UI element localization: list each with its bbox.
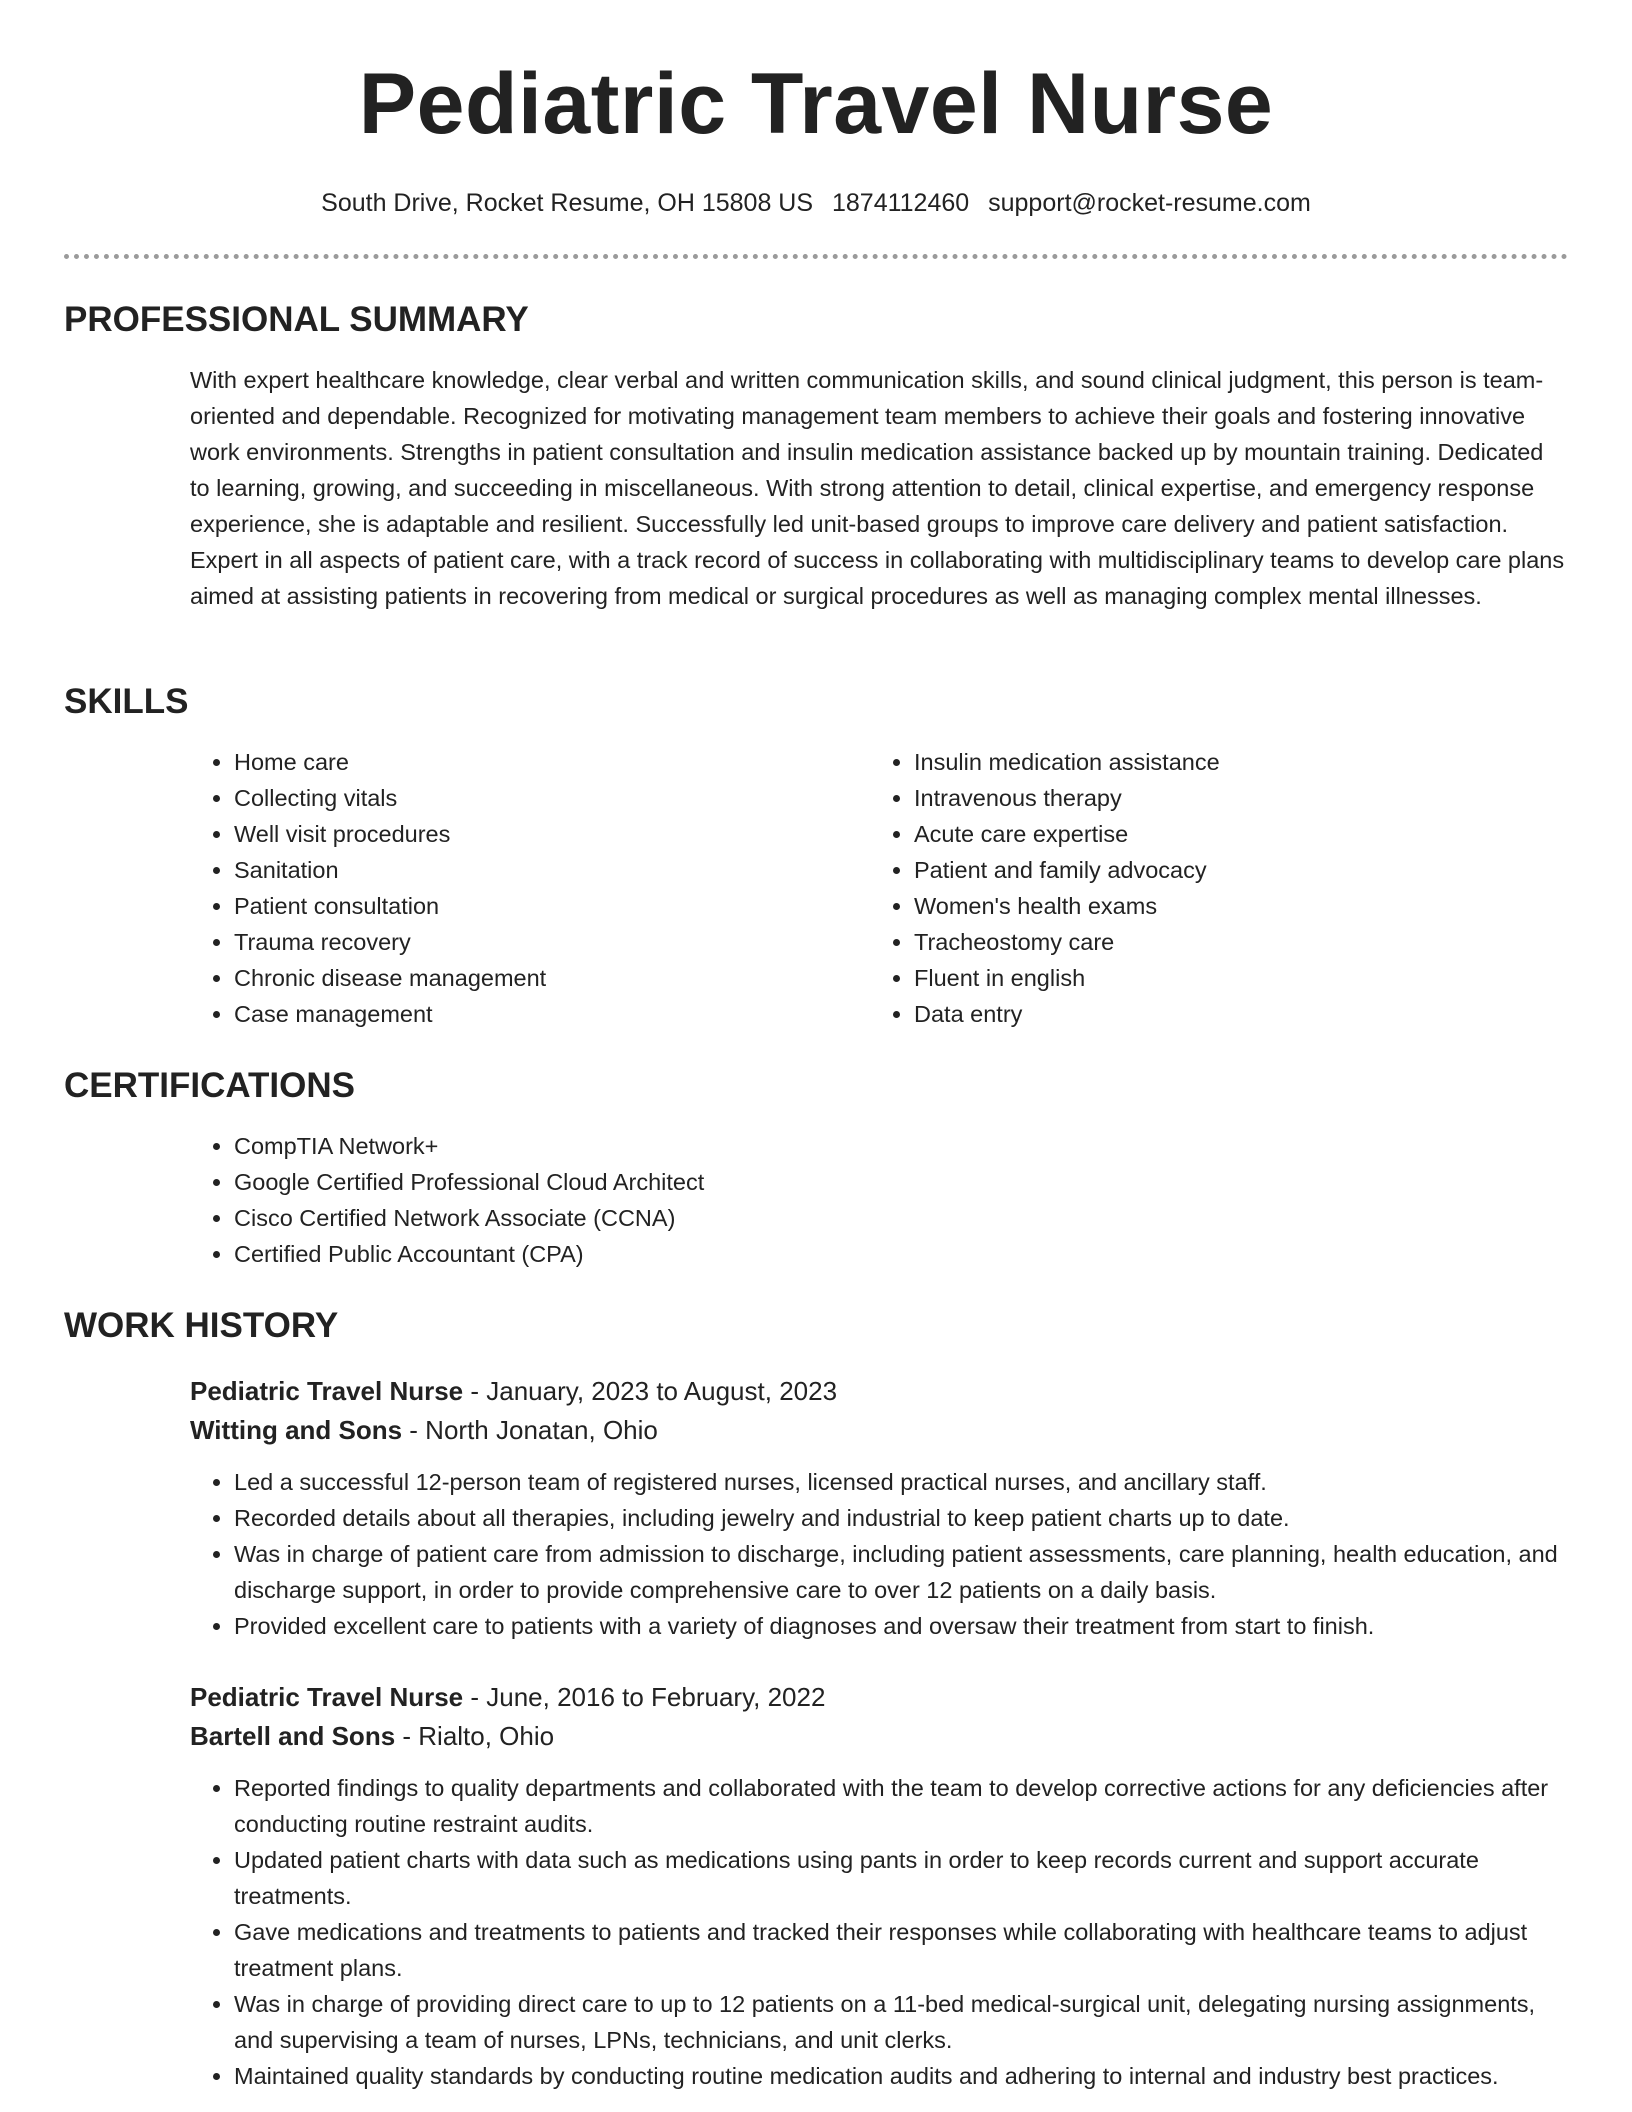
- job-bullets: [190, 1464, 1568, 1644]
- skill-item: • Chronic disease management: [234, 960, 870, 996]
- skill-item: • Data entry: [914, 996, 1550, 1032]
- skill-item: • Acute care expertise: [914, 816, 1550, 852]
- job-company: Witting and Sons: [190, 1415, 403, 1445]
- certification-item: • CompTIA Network+: [234, 1128, 1568, 1164]
- skills-column-left: [190, 744, 870, 1032]
- skill-item: • Collecting vitals: [234, 780, 870, 816]
- job-title-line: [190, 1372, 1568, 1411]
- job-title-line: [190, 1678, 1568, 1717]
- section-title-skills: SKILLS: [64, 682, 189, 721]
- skill-item: • Trauma recovery: [234, 924, 870, 960]
- professional-summary-section: [64, 300, 1568, 614]
- certification-item: • Google Certified Professional Cloud Architect: [234, 1164, 1568, 1200]
- job-company-line: [190, 1717, 1568, 1756]
- job-entry: [190, 1372, 1568, 1644]
- skills-column-right: [870, 744, 1550, 1032]
- contact-email[interactable]: support@rocket-resume.com: [988, 189, 1311, 217]
- certifications-section: [64, 1066, 1568, 1272]
- skill-item: • Patient and family advocacy: [914, 852, 1550, 888]
- certifications-list: [190, 1128, 1568, 1272]
- certification-item: • Certified Public Accountant (CPA): [234, 1236, 1568, 1272]
- header-divider: [64, 254, 1568, 259]
- contact-address: South Drive, Rocket Resume, OH 15808 US: [321, 189, 814, 217]
- resume-name: Pediatric Travel Nurse: [358, 56, 1274, 152]
- skill-item: • Patient consultation: [234, 888, 870, 924]
- job-bullet: • Reported findings to quality departments and collaborated with the team to develop corrective actions for any deficiencies after conducting routine restraint audits.: [234, 1770, 1568, 1842]
- job-location: - North Jonatan, Ohio: [402, 1415, 658, 1445]
- skill-item: • Fluent in english: [914, 960, 1550, 996]
- job-dates: - June, 2016 to February, 2022: [463, 1682, 826, 1712]
- skill-item: • Case management: [234, 996, 870, 1032]
- skill-item: • Sanitation: [234, 852, 870, 888]
- job-title: Pediatric Travel Nurse: [190, 1376, 464, 1406]
- job-bullet: • Recorded details about all therapies, including jewelry and industrial to keep patient charts up to date.: [234, 1500, 1568, 1536]
- job-dates: - January, 2023 to August, 2023: [463, 1376, 838, 1406]
- skill-item: • Well visit procedures: [234, 816, 870, 852]
- job-entry: [190, 1678, 1568, 2094]
- job-bullet: • Maintained quality standards by conducting routine medication audits and adhering to internal and industry best practices.: [234, 2058, 1568, 2094]
- job-bullet: • Gave medications and treatments to patients and tracked their responses while collaborating with healthcare teams to adjust treatment plans.: [234, 1914, 1568, 1986]
- section-title-work-history: WORK HISTORY: [64, 1306, 339, 1345]
- certification-item: • Cisco Certified Network Associate (CCNA): [234, 1200, 1568, 1236]
- skill-item: • Intravenous therapy: [914, 780, 1550, 816]
- skill-item: • Women's health exams: [914, 888, 1550, 924]
- resume-header: [64, 0, 1568, 259]
- contact-line: [64, 188, 1568, 218]
- contact-phone[interactable]: 1874112460: [831, 189, 970, 217]
- job-bullet: • Updated patient charts with data such as medications using pants in order to keep records current and support accurate treatments.: [234, 1842, 1568, 1914]
- job-bullet: • Led a successful 12-person team of registered nurses, licensed practical nurses, and ancillary staff.: [234, 1464, 1568, 1500]
- job-bullet: • Was in charge of providing direct care to up to 12 patients on a 11-bed medical-surgical unit, delegating nursing assignments, and supervising a team of nurses, LPNs, technicians, and unit clerks.: [234, 1986, 1568, 2058]
- job-location: - Rialto, Ohio: [395, 1721, 555, 1751]
- job-company-line: [190, 1411, 1568, 1450]
- work-history-section: [64, 1306, 1568, 2094]
- job-bullet: • Was in charge of patient care from admission to discharge, including patient assessments, care planning, health education, and discharge support, in order to provide comprehensive care to over 12 patients on a daily basis.: [234, 1536, 1568, 1608]
- skill-item: • Insulin medication assistance: [914, 744, 1550, 780]
- summary-text: With expert healthcare knowledge, clear verbal and written communication skills, and sound clinical judgment, this person is team-oriented and dependable. Recognized for motivating management team members to achieve their goals and fostering innovative work environments. Strengths in patient consultation and insulin medication assistance backed up by mountain training. Dedicated to learning, growing, and succeeding in miscellaneous. With strong attention to detail, clinical expertise, and emergency response experience, she is adaptable and resilient. Successfully led unit-based groups to improve care delivery and patient satisfaction. Expert in all aspects of patient care, with a track record of success in collaborating with multidisciplinary teams to develop care plans aimed at assisting patients in recovering from medical or surgical procedures as well as managing complex mental illnesses.: [190, 367, 1565, 609]
- job-bullet: • Provided excellent care to patients with a variety of diagnoses and oversaw their treatment from start to finish.: [234, 1608, 1568, 1644]
- skill-item: • Home care: [234, 744, 870, 780]
- job-title: Pediatric Travel Nurse: [190, 1682, 464, 1712]
- job-bullets: [190, 1770, 1568, 2094]
- section-title-summary: PROFESSIONAL SUMMARY: [64, 300, 529, 339]
- section-title-certifications: CERTIFICATIONS: [64, 1066, 356, 1105]
- skills-grid: [190, 744, 1568, 1032]
- skill-item: • Tracheostomy care: [914, 924, 1550, 960]
- job-company: Bartell and Sons: [190, 1721, 396, 1751]
- skills-section: [64, 682, 1568, 1032]
